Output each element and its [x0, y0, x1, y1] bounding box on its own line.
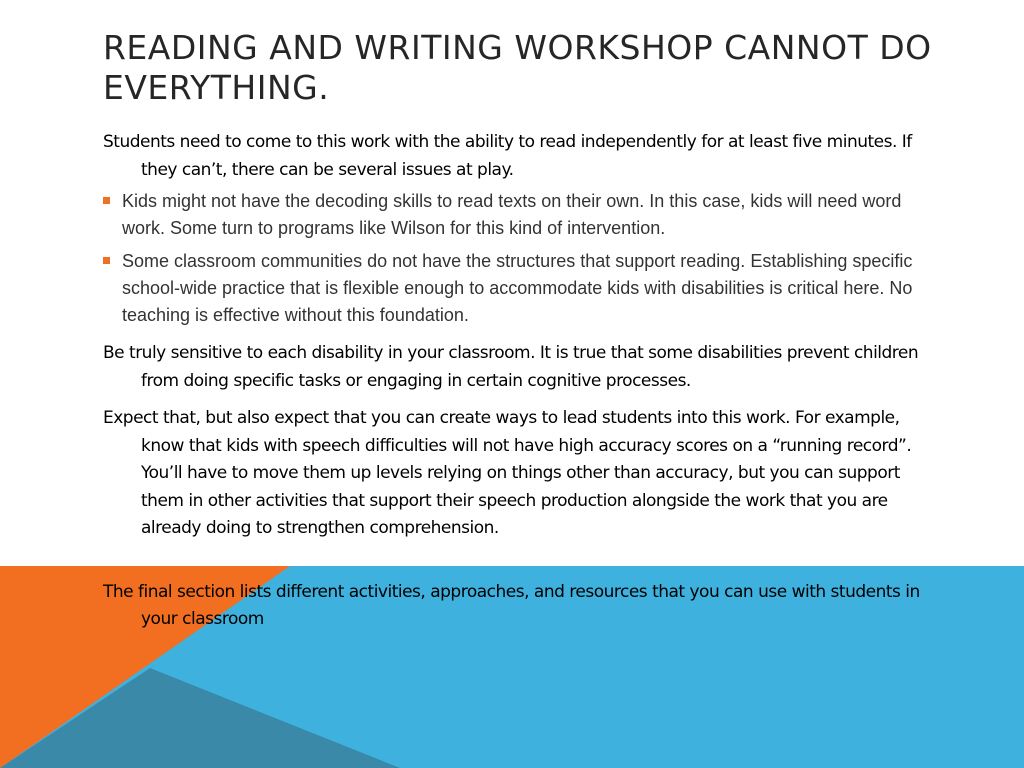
square-bullet-icon [103, 257, 110, 264]
slide-title: READING AND WRITING WORKSHOP CANNOT DO EVERYTHING. [103, 28, 932, 107]
paragraph-expectations: Expect that, but also expect that you can create ways to lead students into this work. For example, know that kids with speech difficulties will not have high accuracy scores on a “running record”. You’ll have to move them up levels relying on things other than accuracy, but you can support them in other activities that support their speech production alongside the work that you are already doing to strengthen comprehension. [103, 408, 912, 538]
slide-body [103, 129, 929, 634]
paragraph-final-section: The final section lists different activities, approaches, and resources that you can use with students in your classroom [103, 581, 920, 629]
square-bullet-icon [103, 197, 110, 204]
bullet-text-decoding: Kids might not have the decoding skills to read texts on their own. In this case, kids will need word work. Some turn to programs like Wilson for this kind of intervention. [122, 191, 902, 238]
bullet-item-decoding [103, 188, 929, 242]
paragraph-independent-reading: Students need to come to this work with the ability to read independently for at least five minutes. If they can’t, there can be several issues at play. [103, 132, 912, 180]
paragraph-disability-sensitivity: Be truly sensitive to each disability in your classroom. It is true that some disabilities prevent children from doing specific tasks or engaging in certain cognitive processes. [103, 343, 919, 391]
bullet-item-structures [103, 248, 929, 329]
bullet-text-structures: Some classroom communities do not have the structures that support reading. Establishing specific school-wide practice that is flexible enough to accommodate kids with disabilities is critical here. No teaching is effective without this foundation. [122, 251, 913, 325]
